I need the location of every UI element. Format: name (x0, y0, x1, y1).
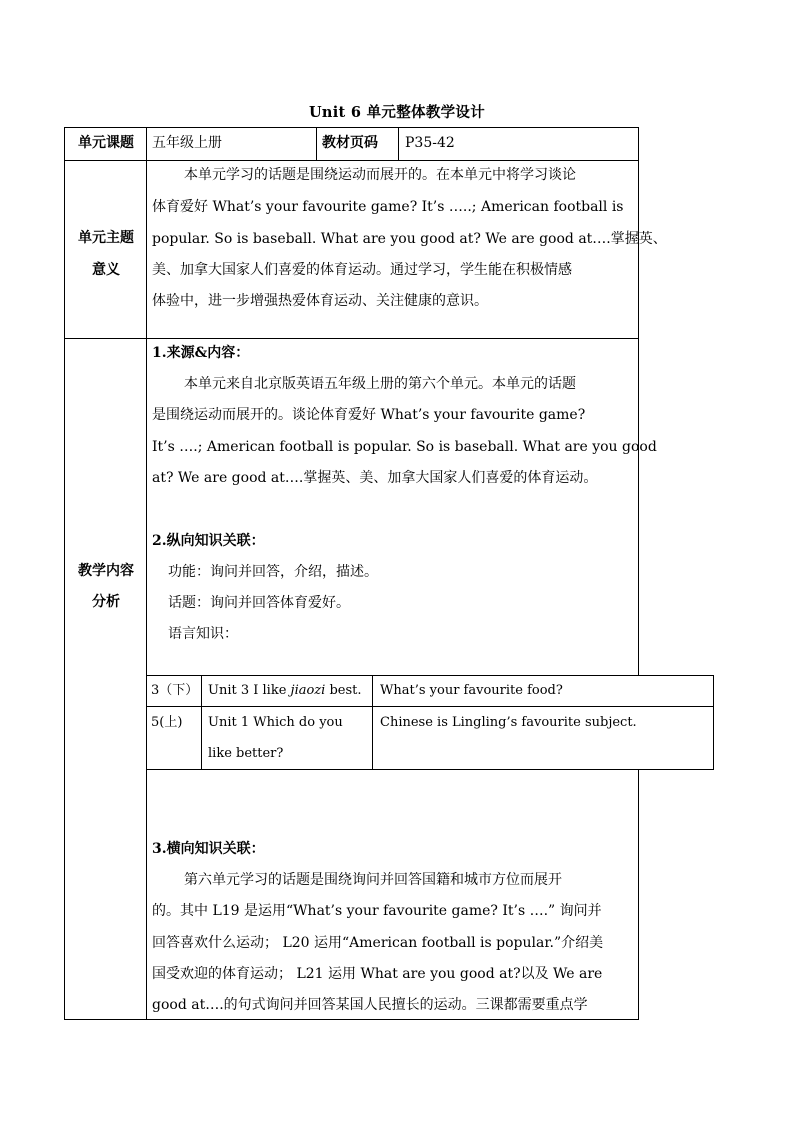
table-border (64, 160, 639, 161)
textbook-pages-value: P35-42 (405, 135, 455, 151)
unit-text: Unit 3 I like (208, 683, 291, 698)
meaning-line: 体验中，进一步增强热爱体育运动、关注健康的意识。 (152, 293, 488, 309)
table-border (64, 338, 639, 339)
section-3-line: good at….的句式询问并回答某国人民擅长的运动。三课都需要重点学 (152, 997, 588, 1013)
section-1-line: 是围绕运动而展开的。谈论体育爱好 What’s your favourite game? (152, 407, 586, 423)
section-3-line: 国受欢迎的体育运动； L21 运用 What are you good at?以及 We are (152, 966, 603, 982)
inner-table-border (146, 706, 714, 707)
unit-topic-value: 五年级上册 (152, 135, 222, 151)
table-cell-unit: Unit 1 Which do you (208, 715, 343, 730)
section-3-heading: 3.横向知识关联： (152, 841, 265, 857)
section-2-line: 功能：询问并回答，介绍，描述。 (168, 564, 378, 580)
table-border (398, 127, 399, 160)
section-1-line: 本单元来自北京版英语五年级上册的第六个单元。本单元的话题 (184, 376, 576, 392)
analysis-label-2: 分析 (92, 594, 120, 610)
unit-meaning-label-1: 单元主题 (78, 230, 134, 246)
section-1-line: at? We are good at….掌握英、美、加拿大国家人们喜爱的体育运动。 (152, 470, 598, 486)
table-cell-grade: 3（下） (151, 683, 199, 698)
meaning-line: 体育爱好 What’s your favourite game? It’s …..; American football is (152, 199, 624, 215)
table-cell-grade: 5(上) (151, 715, 183, 730)
table-cell-unit (208, 681, 362, 701)
section-1-heading: 1.来源&内容： (152, 345, 250, 361)
inner-table-border (201, 675, 202, 770)
section-3-line: 第六单元学习的话题是围绕询问并回答国籍和城市方位而展开 (184, 872, 562, 888)
table-border (638, 127, 639, 676)
table-border (64, 1019, 639, 1020)
inner-table-border (713, 675, 714, 770)
analysis-label-1: 教学内容 (78, 563, 134, 579)
unit-meaning-label-2: 意义 (92, 262, 120, 278)
section-3-line: 的。其中 L19 是运用“What’s your favourite game? It’s ….” 询问并 (152, 903, 602, 919)
table-border (638, 769, 639, 1020)
inner-table-border (372, 675, 373, 770)
table-border (316, 127, 317, 160)
section-2-line: 语言知识： (168, 626, 238, 642)
section-3-line: 回答喜欢什么运动； L20 运用“American football is popular.”介绍美 (152, 935, 604, 951)
inner-table-border (146, 675, 714, 676)
unit-text-italic: jiaozi (290, 683, 326, 698)
meaning-line: 本单元学习的话题是围绕运动而展开的。在本单元中将学习谈论 (184, 167, 576, 183)
meaning-line: popular. So is baseball. What are you good at? We are good at….掌握英、 (152, 231, 667, 247)
unit-text: best. (325, 683, 362, 698)
section-2-line: 话题：询问并回答体育爱好。 (168, 595, 350, 611)
table-border (64, 127, 639, 128)
table-cell-sentence: What’s your favourite food? (380, 683, 563, 698)
textbook-pages-label: 教材页码 (322, 135, 378, 151)
table-cell-unit: like better? (208, 746, 284, 761)
inner-table-border (146, 769, 714, 770)
section-1-line: It’s ….; American football is popular. So is baseball. What are you good (152, 439, 657, 455)
meaning-line: 美、加拿大国家人们喜爱的体育运动。通过学习，学生能在积极情感 (152, 262, 572, 278)
page-title: Unit 6 单元整体教学设计 (308, 104, 486, 121)
unit-topic-label: 单元课题 (78, 135, 134, 151)
section-2-heading: 2.纵向知识关联： (152, 533, 265, 549)
table-cell-sentence: Chinese is Lingling’s favourite subject. (380, 715, 637, 730)
